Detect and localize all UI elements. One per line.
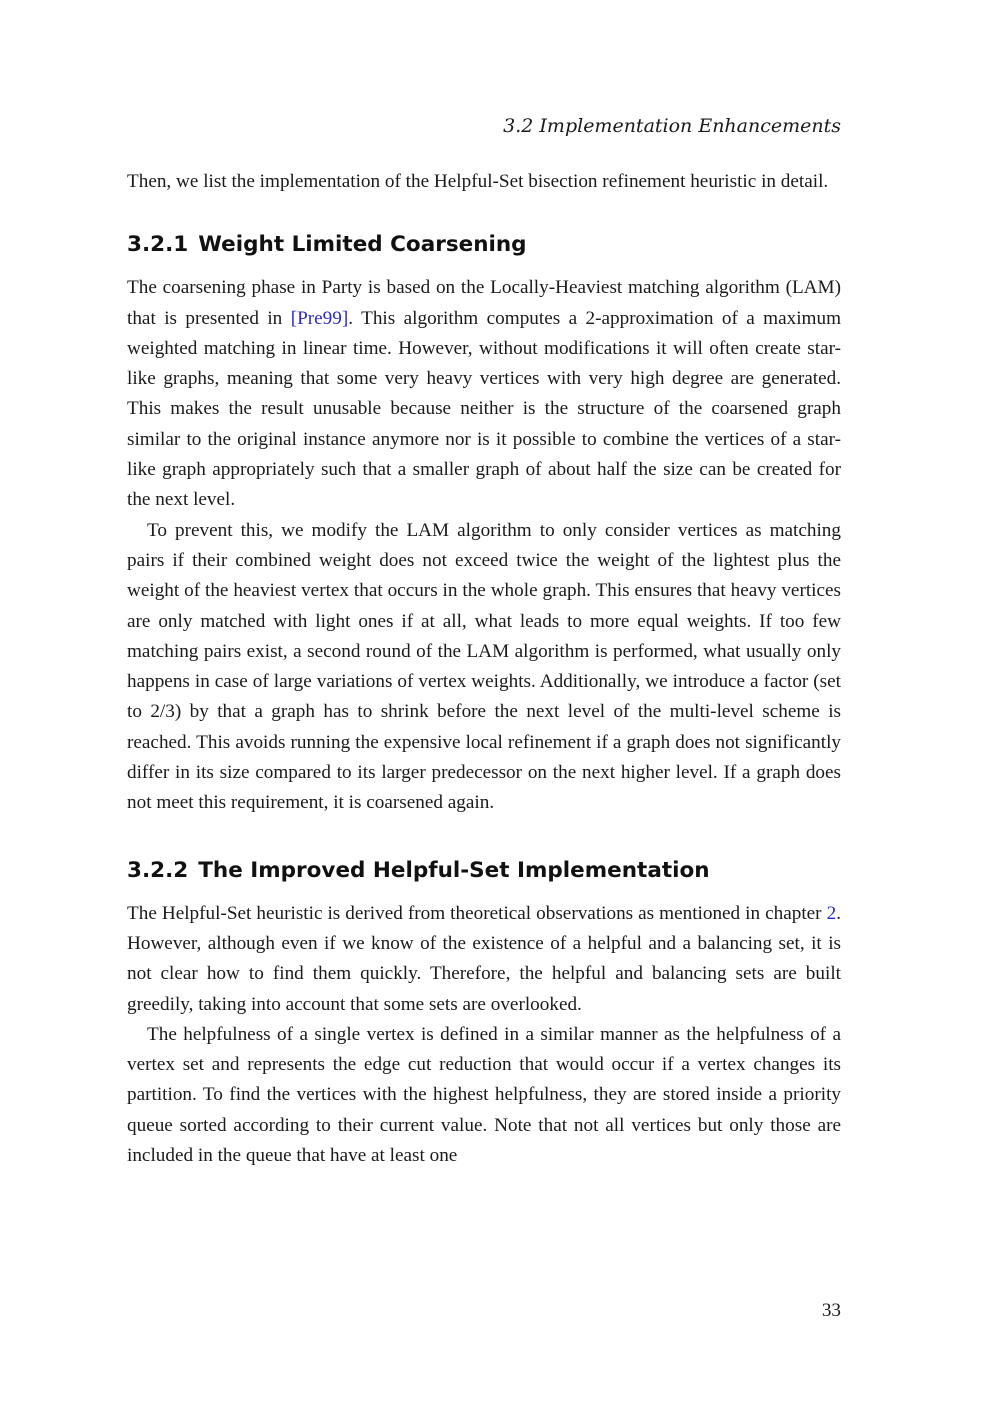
paragraph-text: The Helpful-Set heuristic is derived from theoretical observations as mentioned in chapter [127, 902, 827, 924]
section-title: Weight Limited Coarsening [198, 232, 527, 258]
paragraph-helpful-set-1 [127, 899, 841, 1020]
paragraph-coarsening-1 [127, 273, 841, 515]
intro-paragraph: Then, we list the implementation of the Helpful-Set bisection refinement heuristic in detail. [127, 171, 829, 192]
chapter-ref-link[interactable]: 2 [826, 902, 837, 924]
section-heading-3-2-2 [127, 857, 841, 885]
section-number: 3.2.2 [127, 857, 189, 883]
citation-link-pre99[interactable]: [Pre99] [290, 307, 349, 329]
paragraph-text: . This algorithm computes a 2-approximation of a maximum weighted matching in linear time. However, without modifications it will often create star-like graphs, meaning that some very heavy vertices with very high degree are generated. This makes the result unusable because neither is the structure of the coarsened graph similar to the original instance anymore nor is it possible to combine the vertices of a star-like graph appropriately such that a smaller graph of about half the size can be created for the next level. [127, 307, 841, 511]
document-page [127, 0, 841, 1414]
section-title: The Improved Helpful-Set Implementation [198, 857, 710, 883]
page-number: 33 [821, 1300, 841, 1321]
paragraph-coarsening-2: To prevent this, we modify the LAM algorithm to only consider vertices as matching pairs if their combined weight does not exceed twice the weight of the lightest plus the weight of the heaviest vertex that occurs in the whole graph. This ensures that heavy vertices are only matched with light ones if at all, what leads to more equal weights. If too few matching pairs exist, a second round of the LAM algorithm is performed, what usually only happens in case of large variations of vertex weights. Additionally, we introduce a factor (set to 2/3) by that a graph has to shrink before the next level of the multi-level scheme is reached. This avoids running the expensive local refinement if a graph does not significantly differ in its size compared to its larger predecessor on the next higher level. If a graph does not meet this requirement, it is coarsened again. [127, 519, 841, 814]
section-heading-3-2-1 [127, 231, 841, 259]
running-head: 3.2 Implementation Enhancements [503, 115, 841, 137]
section-number: 3.2.1 [127, 232, 189, 258]
paragraph-helpful-set-2: The helpfulness of a single vertex is defined in a similar manner as the helpfulness of a vertex set and represents the edge cut reduction that would occur if a vertex changes its partition. To find the vertices with the highest helpfulness, they are stored inside a priority queue sorted according to their current value. Note that not all vertices but only those are included in the queue that have at least one [127, 1023, 841, 1167]
paragraph-text: . However, although even if we know of the existence of a helpful and a balancing set, it is not clear how to find them quickly. Therefore, the helpful and balancing sets are built greedily, taking into account that some sets are overlooked. [127, 902, 841, 1015]
paragraph-text: The coarsening phase in Party is based on the Locally-Heaviest matching algorithm (LAM) that is presented in [127, 277, 841, 329]
body-text [127, 167, 841, 1171]
